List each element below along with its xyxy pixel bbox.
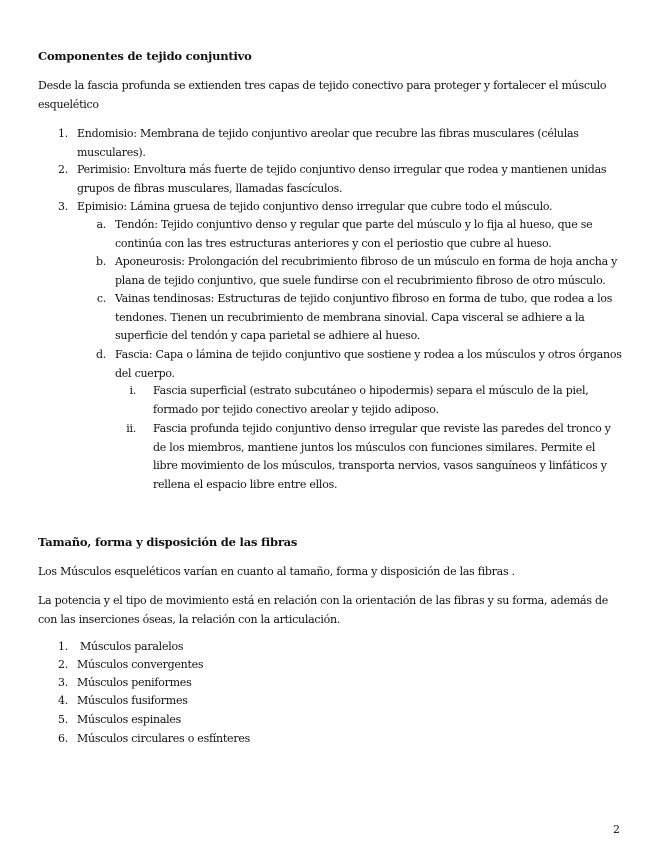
list-text: Perimisio: Envoltura más fuerte de tejido conjuntivo denso irregular que rodea y mantienen unidas grupos de fibras musculares, llamadas fascículos. — [77, 163, 607, 195]
list-marker: 5. — [58, 713, 68, 726]
list-marker: 6. — [58, 732, 68, 745]
section-heading-componentes: Componentes de tejido conjuntivo — [38, 49, 252, 63]
list-marker: c. — [96, 292, 106, 305]
intro-paragraph: Desde la fascia profunda se extienden tres capas de tejido conectivo para proteger y fortalecer el músculo esquelético — [38, 79, 607, 111]
list-marker: 2. — [58, 658, 68, 671]
list-text: Músculos convergentes — [77, 658, 204, 671]
list-text: Epimisio: Lámina gruesa de tejido conjuntivo denso irregular que cubre todo el músculo. — [77, 200, 553, 213]
list-marker: d. — [95, 348, 106, 361]
list-text: Músculos circulares o esfínteres — [77, 732, 250, 745]
list-text: Fascia: Capa o lámina de tejido conjuntivo que sostiene y rodea a los músculos y otros órganos del cuerpo. — [115, 348, 622, 380]
list-marker: a. — [96, 218, 106, 231]
section-heading-tamano: Tamaño, forma y disposición de las fibras — [38, 535, 298, 549]
list-text: Músculos fusiformes — [77, 694, 188, 707]
list-marker: ii. — [126, 422, 136, 435]
page-number: 2 — [613, 823, 620, 836]
list-marker: b. — [95, 255, 106, 268]
list-text: Tendón: Tejido conjuntivo denso y regular que parte del músculo y lo fija al hueso, que se continúa con las tres estructuras anteriores y con el periostio que cubre al hueso. — [115, 218, 593, 250]
list-text: Endomisio: Membrana de tejido conjuntivo areolar que recubre las fibras musculares (células musculares). — [77, 127, 579, 159]
list-marker: 2. — [58, 163, 68, 176]
list-text: Músculos peniformes — [77, 676, 192, 689]
list-marker: 3. — [58, 676, 68, 689]
list-text: Aponeurosis: Prolongación del recubrimiento fibroso de un músculo en forma de hoja ancha y plana de tejido conjuntivo, que suele fundirse con el recubrimiento fibroso de otro músculo. — [115, 255, 618, 287]
list-text: Fascia profunda tejido conjuntivo denso irregular que reviste las paredes del tronco y de los miembros, mantiene juntos los músculos con funciones similares. Permite el libre movimiento de los músculos, transporta nervios, vasos sanguíneos y linfáticos y rellena el espacio libre entre ellos. — [153, 422, 611, 491]
list-text: Músculos paralelos — [80, 640, 184, 653]
list-marker: i. — [129, 384, 136, 397]
paragraph-variacion: Los Músculos esqueléticos varían en cuanto al tamaño, forma y disposición de las fibras . — [38, 565, 515, 578]
paragraph-potencia: La potencia y el tipo de movimiento está en relación con la orientación de las fibras y su forma, además de con las inserciones óseas, la relación con la articulación. — [38, 594, 609, 626]
list-text: Músculos espinales — [77, 713, 182, 726]
list-text: Fascia superficial (estrato subcutáneo o hipodermis) separa el músculo de la piel, formado por tejido conectivo areolar y tejido adiposo. — [153, 384, 589, 416]
list-marker: 1. — [58, 127, 68, 140]
list-marker: 4. — [58, 694, 68, 707]
list-marker: 3. — [58, 200, 68, 213]
list-text: Vainas tendinosas: Estructuras de tejido conjuntivo fibroso en forma de tubo, que rodea a los tendones. Tienen un recubrimiento de membrana sinovial. Capa visceral se adhiere a la superficie del tendón y capa parietal se adhiere al hueso. — [115, 292, 613, 342]
list-marker: 1. — [58, 640, 68, 653]
